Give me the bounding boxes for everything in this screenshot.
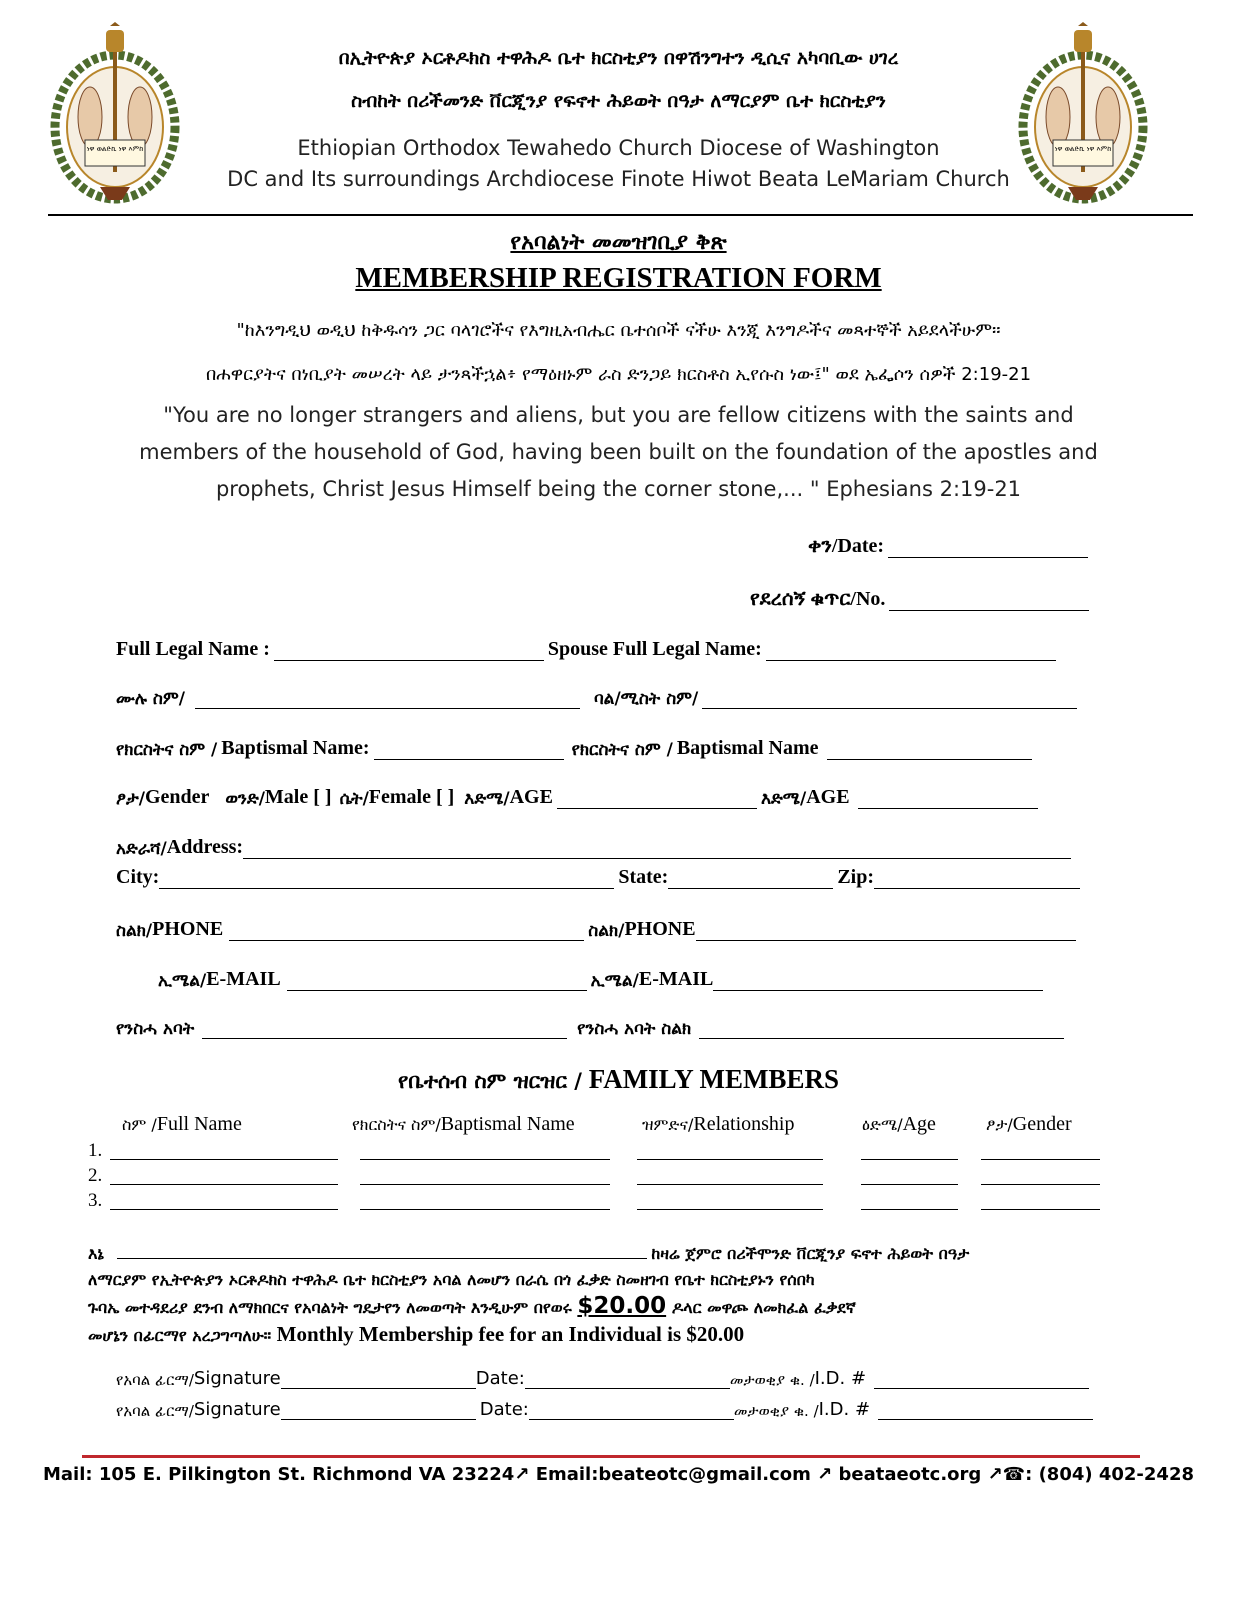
declaration-line1: እኔ ከዛሬ ጀምሮ በሪችሞንድ ቨርጂንያ ፍኖተ ሕይወት በዓታ	[88, 1244, 970, 1263]
date-field[interactable]: ቀን/Date:	[808, 535, 1092, 558]
family-age-input[interactable]	[861, 1159, 958, 1160]
family-age-input[interactable]	[861, 1184, 958, 1185]
footer-website[interactable]: beataeotc.org	[838, 1464, 982, 1485]
baptismal-name-field[interactable]: የክርስትና ስም / Baptismal Name: የክርስትና ስም / Baptismal Name	[116, 737, 1036, 760]
verse-amharic-line2: በሐዋርያትና በነቢያት መሠረት ላይ ታንጻችኋል፥ የማዕዘኑም ራስ ድንጋይ ክርስቶስ ኢየሱስ ነው፤" ወደ ኤፌሶን ሰዎች 2:19-21	[205, 364, 1032, 385]
spouse-name-amharic-input[interactable]	[702, 688, 1077, 709]
spouse-phone-input[interactable]	[696, 920, 1076, 941]
family-gender-input[interactable]	[981, 1184, 1100, 1185]
full-legal-name-field[interactable]: Full Legal Name : Spouse Full Legal Name:	[116, 638, 1060, 661]
arrow-icon: ↗	[810, 1464, 839, 1485]
family-gender-input[interactable]	[981, 1159, 1100, 1160]
title-english: MEMBERSHIP REGISTRATION FORM	[355, 262, 882, 294]
family-gender-input[interactable]	[981, 1209, 1100, 1210]
family-name-input[interactable]	[110, 1159, 338, 1160]
phone-icon: ☎:	[1002, 1464, 1039, 1485]
email-input[interactable]	[287, 970, 587, 991]
family-baptismal-input[interactable]	[360, 1159, 610, 1160]
phone-input[interactable]	[229, 920, 584, 941]
column-baptismal-name: የክርስትና ስም/Baptismal Name	[352, 1113, 575, 1135]
column-age: ዕድሜ/Age	[862, 1113, 936, 1135]
state-input[interactable]	[668, 868, 833, 889]
membership-amount: $20.00	[577, 1293, 667, 1319]
spouse-name-amharic-label: ባል/ሚስት ስም/	[593, 689, 699, 709]
family-relationship-input[interactable]	[637, 1209, 823, 1210]
spouse-age-input[interactable]	[858, 788, 1038, 809]
verse-amharic-line1: "ከእንግዲህ ወዲህ ከቅዱሳን ጋር ባላገሮችና የእግዚአብሔር ቤተሰቦች ናችሁ እንጂ እንግዶችና መጻተኞች አይደላችሁም፡፡	[236, 320, 1001, 341]
column-full-name: ስም /Full Name	[122, 1113, 242, 1135]
header-english-line2: DC and Its surroundings Archdiocese Finote Hiwot Beata LeMariam Church	[227, 167, 1010, 191]
verse-english-line2: members of the household of God, having been built on the foundation of the apostles and	[139, 440, 1098, 464]
arrow-icon: ↗	[514, 1464, 536, 1485]
family-baptismal-input[interactable]	[360, 1184, 610, 1185]
family-row-number: 1.	[88, 1140, 103, 1161]
title-amharic: የአባልነት መመዝገቢያ ቅጽ	[510, 230, 727, 255]
family-relationship-input[interactable]	[637, 1159, 823, 1160]
family-row-number: 2.	[88, 1165, 103, 1186]
arrow-icon: ↗	[981, 1464, 1003, 1485]
female-checkbox[interactable]: Female [ ]	[368, 786, 455, 808]
full-name-amharic-field[interactable]: ሙሉ ስም/ ባል/ሚስት ስም/	[116, 688, 1081, 709]
footer-contact	[0, 1464, 1237, 1485]
verse-english-line3: prophets, Christ Jesus Himself being the corner stone,... " Ephesians 2:19-21	[215, 477, 1022, 501]
column-gender: ፆታ/Gender	[986, 1113, 1072, 1135]
confessor-row: የንስሓ አባት የንስሓ አባት ስልክ	[116, 1018, 1068, 1039]
declarant-name-input[interactable]	[117, 1242, 647, 1259]
age-input[interactable]	[557, 788, 757, 809]
confessor-phone-input[interactable]	[699, 1018, 1064, 1039]
footer-divider	[82, 1455, 1140, 1458]
spouse-full-legal-name-input[interactable]	[766, 640, 1056, 661]
family-age-input[interactable]	[861, 1209, 958, 1210]
family-name-input[interactable]	[110, 1184, 338, 1185]
signature-row: የአባል ፊርማ/ Signature Date: መታወቂያ ቁ. / I.D. #	[116, 1399, 1097, 1420]
city-state-zip-row: City: State: Zip:	[116, 866, 1084, 889]
header-divider	[48, 214, 1193, 216]
signature-input[interactable]	[281, 1399, 476, 1420]
footer-phone: (804) 402-2428	[1038, 1464, 1194, 1485]
receipt-number-field[interactable]: የደረሰኝ ቁጥር/No.	[750, 588, 1093, 611]
gender-age-row: ፆታ/ Gender ወንድ/ Male [ ] ሴት/ Female [ ] እድሜ/ AGE እድሜ/ AGE	[116, 786, 1042, 809]
phone-row: ስልክ/ PHONE ስልክ/ PHONE	[116, 918, 1080, 941]
id-number-input[interactable]	[878, 1399, 1093, 1420]
seal-text: ነዋ ወልድኪ ነዋ እምከ	[86, 145, 144, 153]
address-field[interactable]: አድራሻ/ Address:	[116, 836, 1075, 859]
spouse-full-legal-name-label: Spouse Full Legal Name:	[547, 638, 762, 660]
spouse-email-input[interactable]	[713, 970, 1043, 991]
male-checkbox[interactable]: Male [ ]	[264, 786, 332, 808]
family-name-input[interactable]	[110, 1209, 338, 1210]
verse-english-line1: "You are no longer strangers and aliens, but you are fellow citizens with the saints and	[163, 403, 1074, 427]
signature-input[interactable]	[281, 1368, 476, 1389]
footer-mail: Mail: 105 E. Pilkington St. Richmond VA 23224	[42, 1464, 515, 1485]
family-row-number: 3.	[88, 1190, 103, 1211]
city-input[interactable]	[159, 868, 614, 889]
footer-email[interactable]: Email:beateotc@gmail.com	[535, 1464, 811, 1485]
declaration-line2: ለማርያም የኢትዮጵያን ኦርቶዶክስ ተዋሕዶ ቤተ ክርስቲያን አባል ለመሆን በራሴ በጎ ፈቃድ ስመዘገብ የቤተ ክርስቲያኑን የሰበካ	[88, 1270, 815, 1289]
header-amharic-line1: በኢትዮጵያ ኦርቶዶክስ ተዋሕዶ ቤተ ክርስቲያን በዋሽንግተን ዲሲና አካባቢው ሀገረ	[338, 47, 899, 69]
family-members-heading: የቤተሰብ ስም ዝርዝር / FAMILY MEMBERS	[398, 1064, 839, 1094]
zip-input[interactable]	[874, 868, 1080, 889]
declaration-line3: ጉባኤ መተዳደሪያ ደንብ ለማክበርና የአባልነት ግዴታየን ለመወጣት እንዲሁም በየወሩ $20.00 ዶላር መዋጮ ለመክፈል ፈቃደኛ	[88, 1293, 856, 1319]
column-relationship: ዝምድና/Relationship	[642, 1113, 795, 1135]
id-number-input[interactable]	[874, 1368, 1089, 1389]
header-english-line1: Ethiopian Orthodox Tewahedo Church Diocese of Washington	[297, 136, 940, 160]
email-row: ኢሜል/ E-MAIL ኢሜል/ E-MAIL	[158, 968, 1047, 991]
signature-date-input[interactable]	[529, 1399, 734, 1420]
confessor-input[interactable]	[202, 1018, 567, 1039]
signature-row: የአባል ፊርማ/ Signature Date: መታወቂያ ቁ. / I.D. #	[116, 1368, 1093, 1389]
spouse-baptismal-name-input[interactable]	[827, 739, 1032, 760]
header-amharic-line2: ስብከት በሪችመንድ ቨርጂንያ የፍኖተ ሕይወት በዓታ ለማርያም ቤተ ክርስቲያን	[351, 90, 886, 112]
declaration-line4: መሆኔን በፊርማየ አረጋግጣለሁ። Monthly Membership fee for an Individual is $20.00	[88, 1322, 745, 1346]
family-baptismal-input[interactable]	[360, 1209, 610, 1210]
family-relationship-input[interactable]	[637, 1184, 823, 1185]
signature-date-input[interactable]	[525, 1368, 730, 1389]
seal-text: ነዋ ወልድኪ ነዋ እምከ	[1054, 145, 1112, 153]
